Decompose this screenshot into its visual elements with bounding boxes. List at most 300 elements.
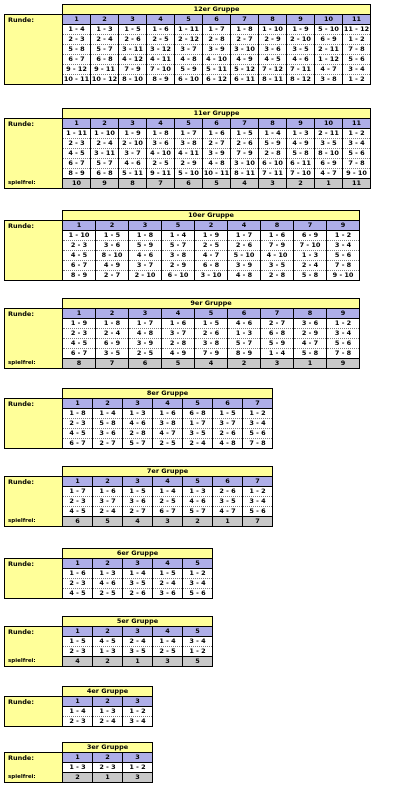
round-header: 3	[123, 559, 153, 569]
pairing-row	[5, 251, 360, 261]
label-cell	[5, 261, 63, 271]
pairing-cell: 6 - 11	[287, 159, 315, 169]
group-block	[4, 686, 153, 727]
round-header: 8	[259, 119, 287, 129]
pairing-cell: 4 - 10	[203, 55, 231, 65]
pairing-cell: 2 - 6	[231, 139, 259, 149]
pairing-cell: 1 - 6	[93, 487, 123, 497]
pairing-cell: 3 - 6	[123, 497, 153, 507]
pairing-cell: 4 - 5	[63, 507, 93, 517]
label-cell	[5, 497, 63, 507]
label-cell	[5, 717, 63, 727]
round-header: 8	[259, 15, 287, 25]
pairing-cell: 5 - 7	[91, 159, 119, 169]
pairing-cell: 6 - 12	[203, 75, 231, 85]
pairing-cell: 1 - 3	[123, 409, 153, 419]
round-header: 5	[175, 15, 203, 25]
pairing-cell: 5 - 8	[63, 45, 91, 55]
pairing-cell: 1 - 8	[129, 231, 162, 241]
round-header: 11	[343, 119, 371, 129]
label-cell	[5, 349, 63, 359]
runde-label: Runde:	[5, 221, 63, 231]
pairing-cell: 3 - 8	[315, 75, 343, 85]
pairing-cell: 10 - 11	[203, 169, 230, 178]
pairing-cell: 1 - 6	[147, 25, 175, 35]
pairing-cell: 1 - 5	[213, 409, 243, 419]
pairing-cell: 6 - 7	[63, 349, 96, 359]
group-block	[4, 298, 360, 369]
pairing-cell: 2 - 6	[119, 35, 147, 45]
group-table	[4, 548, 213, 599]
bye-cell: 8	[119, 179, 147, 189]
pairing-cell: 1 - 10	[91, 129, 119, 139]
round-header: 3	[119, 119, 147, 129]
bye-cell: 5	[203, 179, 231, 189]
round-header: 2	[93, 627, 123, 637]
pairing-cell: 7 - 10	[287, 169, 315, 179]
pairing-cell: 2 - 4	[153, 579, 183, 589]
pairing-cell: 1 - 2	[327, 231, 360, 241]
bye-cell: 3	[261, 359, 294, 369]
group-table	[4, 616, 213, 667]
group-block	[4, 108, 371, 189]
round-header: 3	[123, 753, 153, 763]
pairing-cell: 1 - 7	[228, 231, 261, 241]
group-title: 12er Gruppe	[63, 5, 371, 15]
round-header: 2	[96, 309, 129, 319]
round-header: 6	[213, 399, 243, 409]
round-header: 1	[63, 559, 93, 569]
pairing-cell: 1 - 7	[183, 419, 213, 429]
pairing-cell: 1 - 6	[203, 129, 231, 139]
pairing-cell: 1 - 9	[195, 231, 228, 241]
pairing-cell: 1 - 4	[162, 231, 195, 241]
pairing-cell: 7 - 10	[147, 65, 175, 75]
group-title: 5er Gruppe	[63, 617, 213, 627]
label-cell	[5, 439, 63, 449]
pairing-row	[5, 647, 213, 657]
pairing-cell: 9 - 10	[343, 169, 371, 179]
bye-cell: 7	[147, 179, 175, 189]
pairing-cell: 4 - 5	[63, 339, 96, 349]
bye-cell: 1	[213, 517, 243, 527]
pairing-cell: 3 - 7	[119, 149, 147, 159]
pairing-cell: 2 - 7	[96, 271, 129, 281]
pairing-row	[5, 569, 213, 579]
pairing-cell: 4 - 6	[183, 497, 213, 507]
pairing-row	[5, 129, 371, 139]
pairing-cell: 7 - 8	[327, 261, 360, 271]
group-table	[4, 742, 153, 783]
pairing-cell: 2 - 7	[261, 319, 294, 329]
pairing-cell: 5 - 8	[93, 419, 123, 429]
pairing-cell: 3 - 9	[228, 261, 261, 271]
pairing-cell: 4 - 7	[315, 65, 343, 75]
pairing-cell: 7 - 9	[231, 149, 259, 159]
bye-cell: 3	[153, 517, 183, 527]
pairing-cell: 4 - 11	[147, 55, 175, 65]
pairing-cell: 2 - 9	[175, 159, 203, 169]
pairing-cell: 2 - 4	[96, 329, 129, 339]
bye-cell: 3	[153, 657, 183, 667]
label-cell	[5, 251, 63, 261]
label-cell	[5, 231, 63, 241]
pairing-cell: 1 - 5	[63, 637, 93, 647]
round-header: 9	[327, 221, 360, 231]
label-cell	[5, 45, 63, 55]
bye-cell: 1	[93, 773, 123, 783]
group-title: 10er Gruppe	[63, 211, 360, 221]
round-header: 3	[129, 221, 162, 231]
bye-cell: 6	[63, 517, 93, 527]
pairing-cell: 1 - 2	[123, 763, 153, 773]
pairing-row	[5, 487, 273, 497]
bye-cell: 2	[287, 179, 315, 189]
pairing-cell: 3 - 6	[96, 241, 129, 251]
group-table	[4, 298, 360, 369]
pairing-cell: 1 - 7	[203, 25, 231, 35]
pairing-cell: 3 - 5	[183, 429, 213, 439]
pairing-cell: 2 - 9	[294, 329, 327, 339]
round-header: 7	[243, 399, 273, 409]
pairing-cell: 3 - 8	[175, 139, 203, 149]
pairing-cell: 2 - 4	[123, 637, 153, 647]
pairing-cell: 3 - 5	[123, 647, 153, 657]
pairing-cell: 1 - 7	[63, 487, 93, 497]
pairing-cell: 1 - 6	[261, 231, 294, 241]
pairing-cell: 3 - 6	[147, 139, 175, 149]
pairing-cell: 6 - 9	[315, 159, 343, 169]
pairing-cell: 2 - 5	[195, 241, 228, 251]
pairing-cell: 1 - 2	[327, 319, 360, 329]
round-header: 10	[315, 119, 343, 129]
group-title: 6er Gruppe	[63, 549, 213, 559]
pairing-row	[5, 75, 371, 85]
round-header: 1	[63, 627, 93, 637]
pairing-cell: 7 - 9	[195, 349, 228, 359]
group-title: 11er Gruppe	[63, 109, 371, 119]
pairing-cell: 1 - 7	[129, 319, 162, 329]
group-block	[4, 616, 213, 667]
pairing-cell: 2 - 6	[123, 589, 153, 599]
label-cell	[5, 647, 63, 657]
pairing-cell: 4 - 10	[147, 149, 175, 159]
pairing-cell: 3 - 5	[96, 349, 129, 359]
round-header: 5	[162, 221, 195, 231]
pairing-cell: 1 - 5	[119, 25, 147, 35]
pairing-cell: 6 - 7	[63, 261, 96, 271]
label-cell	[5, 25, 63, 35]
pairing-cell: 2 - 8	[203, 35, 231, 45]
pairing-cell: 7 - 12	[259, 65, 287, 75]
pairing-cell: 5 - 11	[203, 65, 231, 75]
pairing-cell: 5 - 7	[123, 439, 153, 449]
pairing-cell: 2 - 5	[147, 159, 175, 169]
round-header: 3	[123, 627, 153, 637]
round-header: 1	[63, 399, 93, 409]
pairing-cell: 3 - 4	[243, 497, 273, 507]
pairing-cell: 5 - 10	[175, 169, 203, 179]
pairing-cell: 3 - 8	[162, 251, 195, 261]
pairing-cell: 2 - 11	[315, 45, 343, 55]
pairing-cell: 3 - 7	[129, 261, 162, 271]
label-cell	[5, 707, 63, 717]
group-table	[4, 4, 371, 85]
pairing-row	[5, 497, 273, 507]
bye-cell: 9	[327, 359, 360, 369]
spielfrei-label: spielfrei:	[5, 179, 63, 189]
pairing-cell: 1 - 11	[63, 129, 91, 139]
pairing-cell: 5 - 9	[129, 241, 162, 251]
label-cell	[5, 319, 63, 329]
pairing-cell: 4 - 8	[175, 55, 203, 65]
pairing-cell: 4 - 9	[287, 139, 315, 149]
bye-cell: 3	[123, 773, 153, 783]
round-header: 1	[63, 221, 96, 231]
group-title: 4er Gruppe	[63, 687, 153, 697]
pairing-cell: 1 - 9	[119, 129, 147, 139]
bye-cell: 5	[162, 359, 195, 369]
pairing-cell: 4 - 5	[63, 429, 93, 439]
pairing-cell: 4 - 7	[153, 429, 183, 439]
pairing-cell: 2 - 3	[63, 329, 96, 339]
pairing-row	[5, 319, 360, 329]
pairing-cell: 1 - 3	[228, 329, 261, 339]
pairing-cell: 4 - 5	[63, 589, 93, 599]
label-cell	[5, 569, 63, 579]
bye-cell: 10	[63, 179, 91, 189]
label-cell	[5, 139, 63, 149]
round-header: 5	[183, 477, 213, 487]
label-cell	[5, 429, 63, 439]
pairing-cell: 4 - 5	[63, 149, 91, 159]
round-header: 2	[93, 477, 123, 487]
round-header: 1	[63, 119, 91, 129]
pairing-cell: 2 - 8	[259, 149, 287, 159]
pairing-cell: 2 - 5	[147, 35, 175, 45]
round-header: 9	[287, 15, 315, 25]
group-title: 7er Gruppe	[63, 467, 273, 477]
round-header: 5	[175, 119, 203, 129]
bye-cell: 1	[294, 359, 327, 369]
pairing-cell: 1 - 8	[231, 25, 259, 35]
pairing-cell: 6 - 9	[96, 339, 129, 349]
bye-cell: 6	[175, 179, 203, 189]
round-header: 5	[183, 559, 213, 569]
bye-cell: 2	[183, 517, 213, 527]
pairing-cell: 6 - 10	[175, 75, 203, 85]
pairing-cell: 1 - 2	[243, 487, 273, 497]
pairing-cell: 1 - 8	[63, 409, 93, 419]
round-header: 4	[153, 477, 183, 487]
bye-cell: 7	[96, 359, 129, 369]
pairing-cell: 2 - 3	[63, 497, 93, 507]
pairing-cell: 1 - 10	[63, 231, 96, 241]
pairing-cell: 8 - 9	[228, 349, 261, 359]
group-table	[4, 210, 360, 281]
pairing-cell: 3 - 4	[343, 139, 371, 149]
pairing-cell: 1 - 3	[93, 707, 123, 717]
pairing-cell: 5 - 7	[91, 45, 119, 55]
pairing-cell: 2 - 10	[119, 139, 147, 149]
pairing-cell: 2 - 12	[175, 35, 203, 45]
label-cell	[5, 129, 63, 139]
pairing-cell: 3 - 8	[153, 419, 183, 429]
round-header: 2	[93, 399, 123, 409]
round-header: 3	[129, 309, 162, 319]
label-cell	[5, 579, 63, 589]
pairing-cell: 5 - 9	[261, 339, 294, 349]
label-cell	[5, 339, 63, 349]
round-header: 2	[96, 221, 129, 231]
pairing-cell: 2 - 5	[153, 439, 183, 449]
pairing-cell: 2 - 6	[228, 241, 261, 251]
pairing-cell: 4 - 6	[123, 419, 153, 429]
pairing-cell: 4 - 5	[93, 637, 123, 647]
pairing-cell: 3 - 12	[147, 45, 175, 55]
round-header: 4	[228, 221, 261, 231]
round-header: 1	[63, 753, 93, 763]
pairing-cell: 3 - 7	[162, 329, 195, 339]
label-cell	[5, 241, 63, 251]
pairing-cell: 4 - 7	[294, 339, 327, 349]
pairing-cell: 1 - 5	[153, 569, 183, 579]
pairing-cell: 5 - 6	[183, 589, 213, 599]
pairing-cell: 4 - 8	[129, 329, 162, 339]
bye-cell: 11	[343, 179, 371, 189]
pairing-cell: 7 - 11	[287, 65, 315, 75]
pairing-row	[5, 329, 360, 339]
pairing-cell: 6 - 8	[91, 169, 119, 179]
label-cell	[5, 169, 63, 179]
pairing-cell: 2 - 7	[93, 439, 123, 449]
bye-cell: 4	[231, 179, 259, 189]
pairing-row	[5, 159, 371, 169]
pairing-row	[5, 419, 273, 429]
pairing-cell: 2 - 11	[315, 129, 343, 139]
pairing-cell: 2 - 4	[93, 507, 123, 517]
pairing-cell: 9 - 11	[91, 65, 119, 75]
round-header: 10	[315, 15, 343, 25]
bye-cell: 2	[93, 657, 123, 667]
runde-label: Runde:	[5, 15, 63, 25]
round-header: 3	[123, 697, 153, 707]
pairing-cell: 2 - 3	[63, 717, 93, 727]
runde-label: Runde:	[5, 697, 63, 707]
pairing-cell: 4 - 6	[228, 319, 261, 329]
bye-cell: 1	[123, 657, 153, 667]
pairing-cell: 5 - 6	[243, 429, 273, 439]
bye-cell: 3	[259, 179, 287, 189]
pairing-cell: 2 - 3	[63, 139, 91, 149]
pairing-cell: 8 - 9	[63, 271, 96, 281]
round-header: 6	[213, 477, 243, 487]
pairing-cell: 6 - 7	[63, 55, 91, 65]
bye-cell: 4	[63, 657, 93, 667]
pairing-cell: 5 - 8	[294, 349, 327, 359]
pairing-cell: 4 - 8	[213, 439, 243, 449]
pairing-row	[5, 35, 371, 45]
bye-cell: 6	[129, 359, 162, 369]
pairing-cell: 4 - 6	[129, 251, 162, 261]
pairing-row	[5, 339, 360, 349]
pairing-cell: 6 - 11	[231, 75, 259, 85]
pairing-cell: 1 - 10	[259, 25, 287, 35]
pairing-cell: 1 - 6	[63, 569, 93, 579]
pairing-cell: 5 - 10	[228, 251, 261, 261]
pairing-cell: 5 - 7	[162, 241, 195, 251]
pairing-cell: 2 - 4	[93, 717, 123, 727]
round-header: 6	[203, 119, 231, 129]
pairing-cell: 5 - 7	[228, 339, 261, 349]
pairing-cell: 2 - 4	[91, 139, 119, 149]
pairing-cell: 2 - 4	[294, 261, 327, 271]
pairing-cell: 3 - 6	[294, 319, 327, 329]
pairing-cell: 6 - 9	[315, 35, 343, 45]
pairing-cell: 2 - 3	[63, 419, 93, 429]
round-header: 4	[147, 15, 175, 25]
pairing-cell: 2 - 3	[63, 647, 93, 657]
pairing-cell: 3 - 5	[261, 261, 294, 271]
pairing-cell: 1 - 2	[243, 409, 273, 419]
round-header: 8	[261, 221, 294, 231]
pairing-cell: 3 - 4	[343, 65, 371, 75]
label-cell	[5, 75, 63, 85]
group-block	[4, 388, 273, 449]
round-header: 5	[195, 309, 228, 319]
pairing-cell: 1 - 6	[162, 319, 195, 329]
round-header: 7	[231, 119, 259, 129]
pairing-cell: 4 - 6	[119, 159, 147, 169]
label-cell	[5, 637, 63, 647]
pairing-cell: 1 - 5	[195, 319, 228, 329]
pairing-row	[5, 65, 371, 75]
pairing-cell: 2 - 10	[129, 271, 162, 281]
pairing-cell: 5 - 8	[294, 271, 327, 281]
label-cell	[5, 419, 63, 429]
round-header: 1	[63, 697, 93, 707]
round-header: 1	[63, 309, 96, 319]
pairing-cell: 4 - 9	[231, 55, 259, 65]
pairing-cell: 1 - 4	[63, 25, 91, 35]
pairing-cell: 3 - 9	[203, 45, 231, 55]
pairing-cell: 11 - 12	[343, 25, 370, 34]
pairing-cell: 1 - 12	[315, 55, 343, 65]
pairing-cell: 5 - 6	[343, 55, 371, 65]
pairing-cell: 3 - 5	[123, 579, 153, 589]
pairing-cell: 5 - 6	[243, 507, 273, 517]
pairing-cell: 3 - 9	[129, 339, 162, 349]
pairing-row	[5, 429, 273, 439]
pairing-cell: 1 - 5	[231, 129, 259, 139]
label-cell	[5, 329, 63, 339]
label-cell	[5, 35, 63, 45]
pairing-cell: 2 - 4	[91, 35, 119, 45]
group-block	[4, 548, 213, 599]
pairing-cell: 2 - 10	[287, 35, 315, 45]
pairing-row	[5, 231, 360, 241]
pairing-cell: 6 - 8	[91, 55, 119, 65]
pairing-cell: 1 - 9	[63, 319, 96, 329]
pairing-cell: 3 - 4	[183, 579, 213, 589]
spielfrei-label: spielfrei:	[5, 359, 63, 369]
bye-cell: 4	[195, 359, 228, 369]
label-cell	[5, 589, 63, 599]
pairing-cell: 3 - 5	[287, 45, 315, 55]
pairing-cell: 1 - 3	[91, 25, 119, 35]
pairing-cell: 7 - 9	[261, 241, 294, 251]
pairing-row	[5, 507, 273, 517]
